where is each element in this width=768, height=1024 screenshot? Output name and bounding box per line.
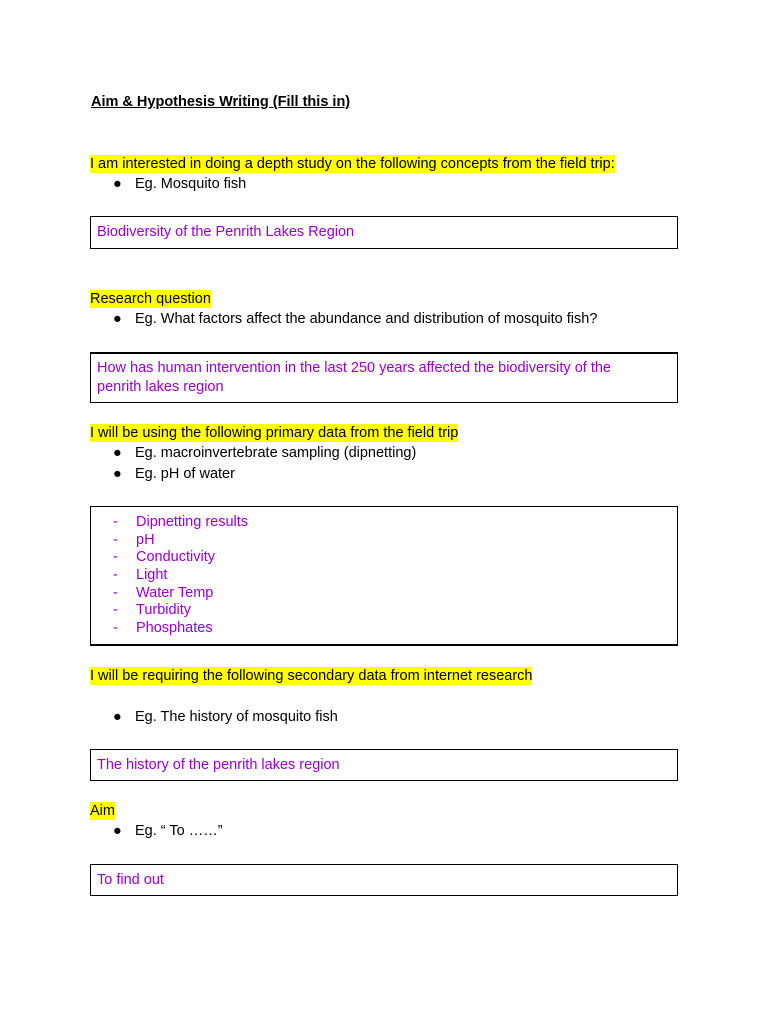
aim-answer-box[interactable] xyxy=(90,864,678,896)
list-item xyxy=(91,602,677,620)
list-item xyxy=(91,532,677,550)
list-item xyxy=(91,585,677,603)
primary-answer-box[interactable] xyxy=(90,506,678,646)
concepts-heading-text: I am interested in doing a depth study on the following concepts from the field trip: xyxy=(90,156,615,172)
aim-heading-text: Aim xyxy=(90,803,115,819)
dash-icon: - xyxy=(113,531,118,548)
aim-heading xyxy=(90,802,115,820)
bullet-icon: ● xyxy=(113,176,122,192)
list-item xyxy=(91,620,677,638)
list-item xyxy=(91,567,677,585)
aim-example-text: Eg. “ To ……” xyxy=(135,823,223,839)
dash-icon: - xyxy=(113,514,118,530)
concepts-answer-text: Biodiversity of the Penrith Lakes Region xyxy=(97,224,355,240)
research-heading xyxy=(90,290,211,308)
research-heading-text: Research question xyxy=(90,291,211,307)
dash-icon: - xyxy=(113,620,118,637)
secondary-answer-text: The history of the penrith lakes region xyxy=(97,757,340,773)
list-item xyxy=(91,549,677,567)
dash-icon: - xyxy=(113,602,118,619)
research-answer-line1: How has human intervention in the last 250 years affected the biodiversity of the xyxy=(97,360,611,376)
list-item xyxy=(91,514,677,532)
list-item-text: Light xyxy=(136,567,168,584)
aim-answer-text: To find out xyxy=(97,872,164,888)
primary-example-text: Eg. macroinvertebrate sampling (dipnetting) xyxy=(135,445,417,461)
bullet-icon: ● xyxy=(113,823,122,839)
document-title: Aim & Hypothesis Writing (Fill this in) xyxy=(91,94,351,110)
research-answer-box[interactable] xyxy=(90,352,678,403)
bullet-icon: ● xyxy=(113,445,122,461)
concepts-example-text: Eg. Mosquito fish xyxy=(135,176,247,192)
bullet-icon: ● xyxy=(113,311,122,327)
list-item-text: pH xyxy=(136,531,155,548)
list-item-text: Turbidity xyxy=(136,602,192,619)
secondary-heading-text: I will be requiring the following secondary data from internet research xyxy=(90,668,533,684)
bullet-icon: ● xyxy=(113,709,122,725)
list-item-text: Phosphates xyxy=(136,620,213,637)
list-item-text: Dipnetting results xyxy=(136,514,249,530)
dash-icon: - xyxy=(113,584,118,601)
dash-icon: - xyxy=(113,567,118,584)
dash-icon: - xyxy=(113,549,118,566)
bullet-icon: ● xyxy=(113,466,122,482)
primary-example-text: Eg. pH of water xyxy=(135,466,235,482)
concepts-answer-box[interactable] xyxy=(90,216,678,249)
list-item-text: Water Temp xyxy=(136,584,214,601)
list-item-text: Conductivity xyxy=(136,549,215,566)
secondary-example-text: Eg. The history of mosquito fish xyxy=(135,709,338,725)
primary-heading xyxy=(90,424,458,442)
secondary-heading xyxy=(90,667,532,685)
research-example-text: Eg. What factors affect the abundance and distribution of mosquito fish? xyxy=(135,311,598,327)
concepts-heading xyxy=(90,155,615,173)
research-answer-line2: penrith lakes region xyxy=(97,379,224,395)
secondary-answer-box[interactable] xyxy=(90,749,678,781)
primary-heading-text: I will be using the following primary data from the field trip xyxy=(90,425,459,441)
